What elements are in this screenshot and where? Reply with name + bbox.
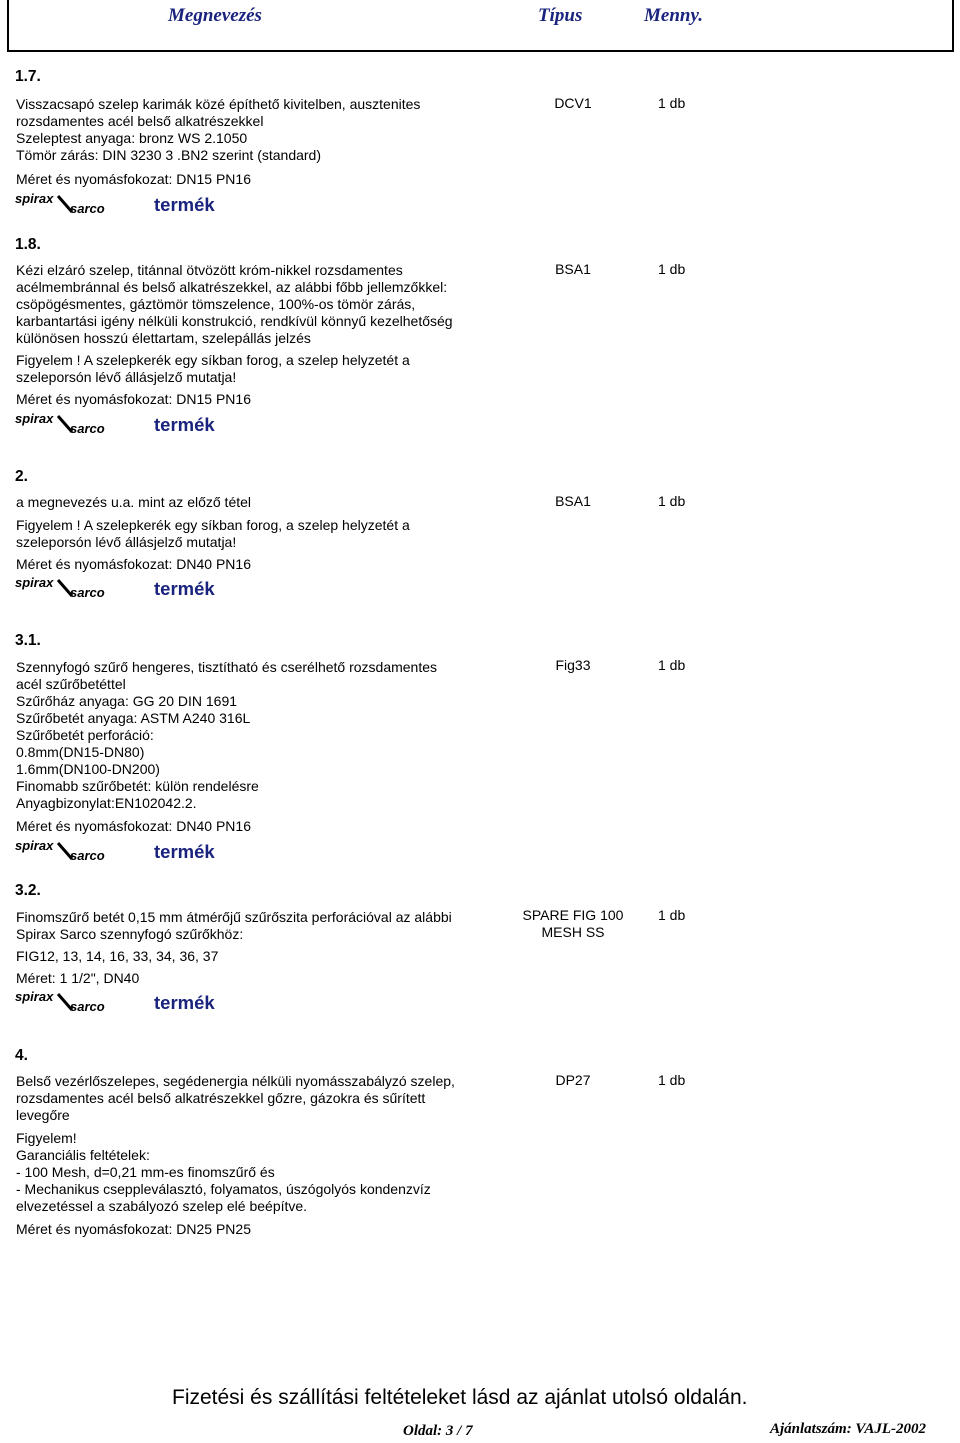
logo-sarco: sarco bbox=[70, 848, 105, 863]
termek-label: termék bbox=[154, 992, 215, 1013]
item-text-line: Figyelem ! A szelepkerék egy síkban forog, a szelep helyzetét a bbox=[16, 352, 410, 368]
item-number: 3.1. bbox=[15, 632, 41, 649]
item-text-line: Szűrőház anyaga: GG 20 DIN 1691 bbox=[16, 693, 238, 709]
item-size: Méret: 1 1/2", DN40 bbox=[16, 970, 140, 986]
item-size: Méret és nyomásfokozat: DN25 PN25 bbox=[16, 1221, 251, 1237]
item-type: Fig33 bbox=[555, 657, 591, 673]
item-text-line: FIG12, 13, 14, 16, 33, 34, 36, 37 bbox=[16, 948, 219, 964]
termek-label: termék bbox=[154, 578, 215, 599]
item-type-line: MESH SS bbox=[541, 924, 605, 940]
item-text-line: szeleporsón lévő állásjelző mutatja! bbox=[16, 534, 237, 550]
item-text-line: csöpögésmentes, gáztömör tömszelence, 100%-os tömör zárás, bbox=[16, 296, 416, 312]
logo-spirax: spirax bbox=[15, 990, 54, 1004]
logo-sarco: sarco bbox=[70, 585, 105, 600]
page-number: Oldal: 3 / 7 bbox=[403, 1423, 473, 1439]
item-text-line: Finomabb szűrőbetét: külön rendelésre bbox=[16, 778, 259, 794]
logo-sarco: sarco bbox=[70, 999, 105, 1014]
table-header bbox=[7, 0, 954, 52]
termek-label: termék bbox=[154, 414, 215, 435]
item-text-line: 1.6mm(DN100-DN200) bbox=[16, 761, 160, 777]
header-qty: Menny. bbox=[644, 5, 703, 26]
item-type: BSA1 bbox=[555, 261, 591, 277]
offer-reference: Ajánlatszám: VAJL-2002 bbox=[770, 1421, 926, 1437]
item-number: 1.7. bbox=[15, 68, 41, 85]
item-text-line: levegőre bbox=[16, 1107, 70, 1123]
header-type: Típus bbox=[538, 5, 583, 26]
spirax-sarco-logo bbox=[14, 576, 128, 600]
item-text-line: 0.8mm(DN15-DN80) bbox=[16, 744, 145, 760]
logo-sarco: sarco bbox=[70, 201, 105, 216]
item-text-line: Spirax Sarco szennyfogó szűrőkhöz: bbox=[16, 926, 244, 942]
logo-spirax: spirax bbox=[15, 839, 54, 853]
logo-spirax: spirax bbox=[15, 576, 54, 590]
item-text-line: Szűrőbetét perforáció: bbox=[16, 727, 154, 743]
item-text-line: rozsdamentes acél belső alkatrészekkel bbox=[16, 113, 264, 129]
item-number: 1.8. bbox=[15, 236, 41, 253]
item-qty: 1 db bbox=[658, 493, 686, 509]
item-type: BSA1 bbox=[555, 493, 591, 509]
item-text-line: Anyagbizonylat:EN102042.2. bbox=[16, 795, 197, 811]
item-text-line: Szennyfogó szűrő hengeres, tisztítható és cserélhető rozsdamentes bbox=[16, 659, 438, 675]
spirax-sarco-logo bbox=[14, 990, 128, 1014]
item-text-line: Kézi elzáró szelep, titánnal ötvözött króm-nikkel rozsdamentes bbox=[16, 262, 403, 278]
item-qty: 1 db bbox=[658, 907, 686, 923]
spirax-sarco-logo bbox=[14, 192, 128, 216]
item-text-line: rozsdamentes acél belső alkatrészekkel gőzre, gázokra és sűrített bbox=[16, 1090, 426, 1106]
item-qty: 1 db bbox=[658, 657, 686, 673]
item-number: 4. bbox=[15, 1047, 28, 1064]
item-size: Méret és nyomásfokozat: DN15 PN16 bbox=[16, 391, 251, 407]
item-text-line: Visszacsapó szelep karimák közé építhető kivitelben, ausztenites bbox=[16, 96, 421, 112]
item-qty: 1 db bbox=[658, 261, 686, 277]
item-text-line: Belső vezérlőszelepes, segédenergia nélküli nyomásszabályzó szelep, bbox=[16, 1073, 455, 1089]
item-text-line: a megnevezés u.a. mint az előző tétel bbox=[16, 494, 252, 510]
item-text-line: Garanciális feltételek: bbox=[16, 1147, 150, 1163]
spirax-sarco-logo bbox=[14, 839, 128, 863]
item-text-line: Szűrőbetét anyaga: ASTM A240 316L bbox=[16, 710, 251, 726]
item-type: DP27 bbox=[555, 1072, 591, 1088]
termek-label: termék bbox=[154, 194, 215, 215]
item-size: Méret és nyomásfokozat: DN15 PN16 bbox=[16, 171, 251, 187]
item-text-line: Figyelem ! A szelepkerék egy síkban forog, a szelep helyzetét a bbox=[16, 517, 410, 533]
spirax-sarco-logo bbox=[14, 412, 128, 436]
item-size: Méret és nyomásfokozat: DN40 PN16 bbox=[16, 556, 251, 572]
item-text-line: szeleporsón lévő állásjelző mutatja! bbox=[16, 369, 237, 385]
item-text-line: Tömör zárás: DIN 3230 3 .BN2 szerint (standard) bbox=[16, 147, 322, 163]
item-type: DCV1 bbox=[554, 95, 592, 111]
item-text-line: - 100 Mesh, d=0,21 mm-es finomszűrő és bbox=[16, 1164, 275, 1180]
item-text-line: - Mechanikus cseppleválasztó, folyamatos, úszógolyós kondenzvíz bbox=[16, 1181, 431, 1197]
item-qty: 1 db bbox=[658, 1072, 686, 1088]
item-text-line: Szeleptest anyaga: bronz WS 2.1050 bbox=[16, 130, 248, 146]
item-qty: 1 db bbox=[658, 95, 686, 111]
item-number: 3.2. bbox=[15, 882, 41, 899]
item-text-line: acélmembránnal és belső alkatrészekkel, az alábbi főbb jellemzőkkel: bbox=[16, 279, 448, 295]
item-text-line: acél szűrőbetéttel bbox=[16, 676, 126, 692]
item-text-line: elvezetéssel a szabályozó szelep elé beépítve. bbox=[16, 1198, 308, 1214]
item-text-line: Figyelem! bbox=[16, 1130, 77, 1146]
termek-label: termék bbox=[154, 841, 215, 862]
item-text-line: Finomszűrő betét 0,15 mm átmérőjű szűrőszita perforációval az alábbi bbox=[16, 909, 452, 925]
footer-terms: Fizetési és szállítási feltételeket lásd az ajánlat utolsó oldalán. bbox=[172, 1386, 748, 1409]
logo-spirax: spirax bbox=[15, 192, 54, 206]
header-name: Megnevezés bbox=[168, 5, 262, 26]
item-size: Méret és nyomásfokozat: DN40 PN16 bbox=[16, 818, 251, 834]
item-text-line: karbantartási igény nélküli konstrukció, rendkívül könnyű kezelhetőség bbox=[16, 313, 453, 329]
item-text-line: különösen hosszú élettartam, szelepállás jelzés bbox=[16, 330, 311, 346]
logo-sarco: sarco bbox=[70, 421, 105, 436]
item-number: 2. bbox=[15, 468, 28, 485]
item-type-line: SPARE FIG 100 bbox=[522, 907, 624, 923]
logo-spirax: spirax bbox=[15, 412, 54, 426]
